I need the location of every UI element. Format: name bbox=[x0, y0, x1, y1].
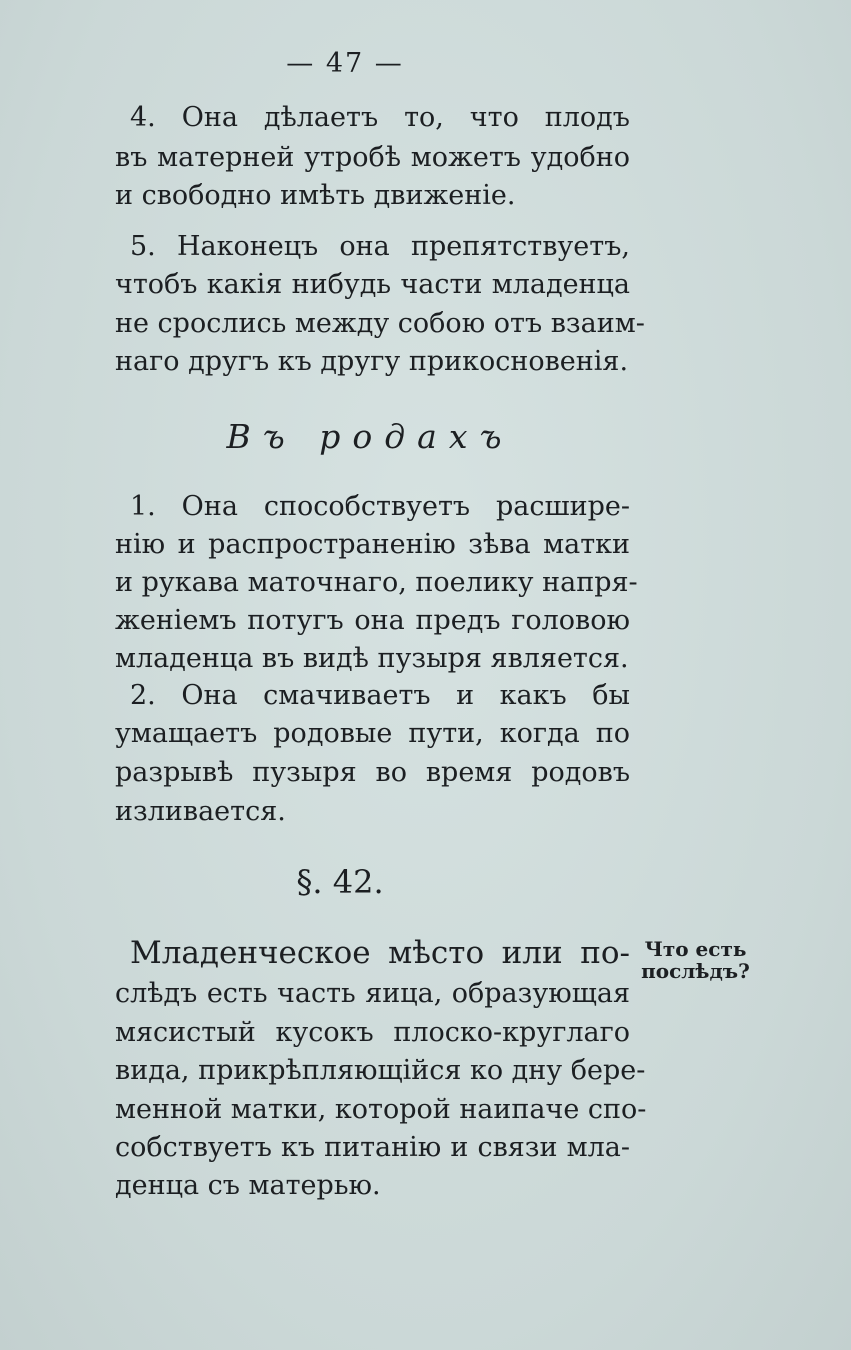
text-line: денца съ матерью. bbox=[115, 1170, 381, 1201]
text-line: вида, прикрѣпляющійся ко дну бере- bbox=[115, 1055, 646, 1086]
text-line: младенца въ видѣ пузыря является. bbox=[115, 643, 629, 674]
text-line: женіемъ потугъ она предъ головою bbox=[115, 605, 630, 636]
page-number: — 47 — bbox=[286, 48, 404, 79]
section-number: §. 42. bbox=[296, 863, 384, 901]
text-line: наго другъ къ другу прикосновенія. bbox=[115, 346, 629, 377]
text-line: и рукава маточнаго, поелику напря- bbox=[115, 567, 638, 598]
text-line: и свободно имѣть движеніе. bbox=[115, 180, 516, 211]
text-line: собствуетъ къ питанію и связи мла- bbox=[115, 1132, 630, 1163]
text-line: изливается. bbox=[115, 796, 286, 827]
margin-note-line: послѣдъ? bbox=[641, 959, 750, 983]
text-line: мясистый кусокъ плоско-круглаго bbox=[115, 1017, 630, 1048]
text-line: 4. Она дѣлаетъ то, что плодъ bbox=[130, 102, 630, 133]
text-line: менной матки, которой наипаче спо- bbox=[115, 1094, 647, 1125]
text-line: въ матерней утробѣ можетъ удобно bbox=[115, 142, 630, 173]
text-line: разрывѣ пузыря во время родовъ bbox=[115, 757, 630, 788]
text-line: чтобъ какія нибудь части младенца bbox=[115, 269, 630, 300]
text-line: не срослись между собою отъ взаим- bbox=[115, 308, 645, 339]
margin-note-line: Что есть bbox=[644, 937, 747, 961]
text-line: слѣдъ есть часть яица, образующая bbox=[115, 978, 630, 1009]
text-line: Младенческое мѣсто или по- bbox=[130, 935, 630, 971]
text-line: 2. Она смачиваетъ и какъ бы bbox=[130, 680, 630, 711]
text-line: нію и распространенію зѣва матки bbox=[115, 529, 630, 560]
text-line: умащаетъ родовые пути, когда по bbox=[115, 718, 630, 749]
text-line: 5. Наконецъ она препятствуетъ, bbox=[130, 231, 630, 262]
margin-note bbox=[633, 938, 758, 982]
section-heading: Въ родахъ bbox=[226, 417, 514, 456]
text-line: 1. Она способствуетъ расшире- bbox=[130, 491, 630, 522]
